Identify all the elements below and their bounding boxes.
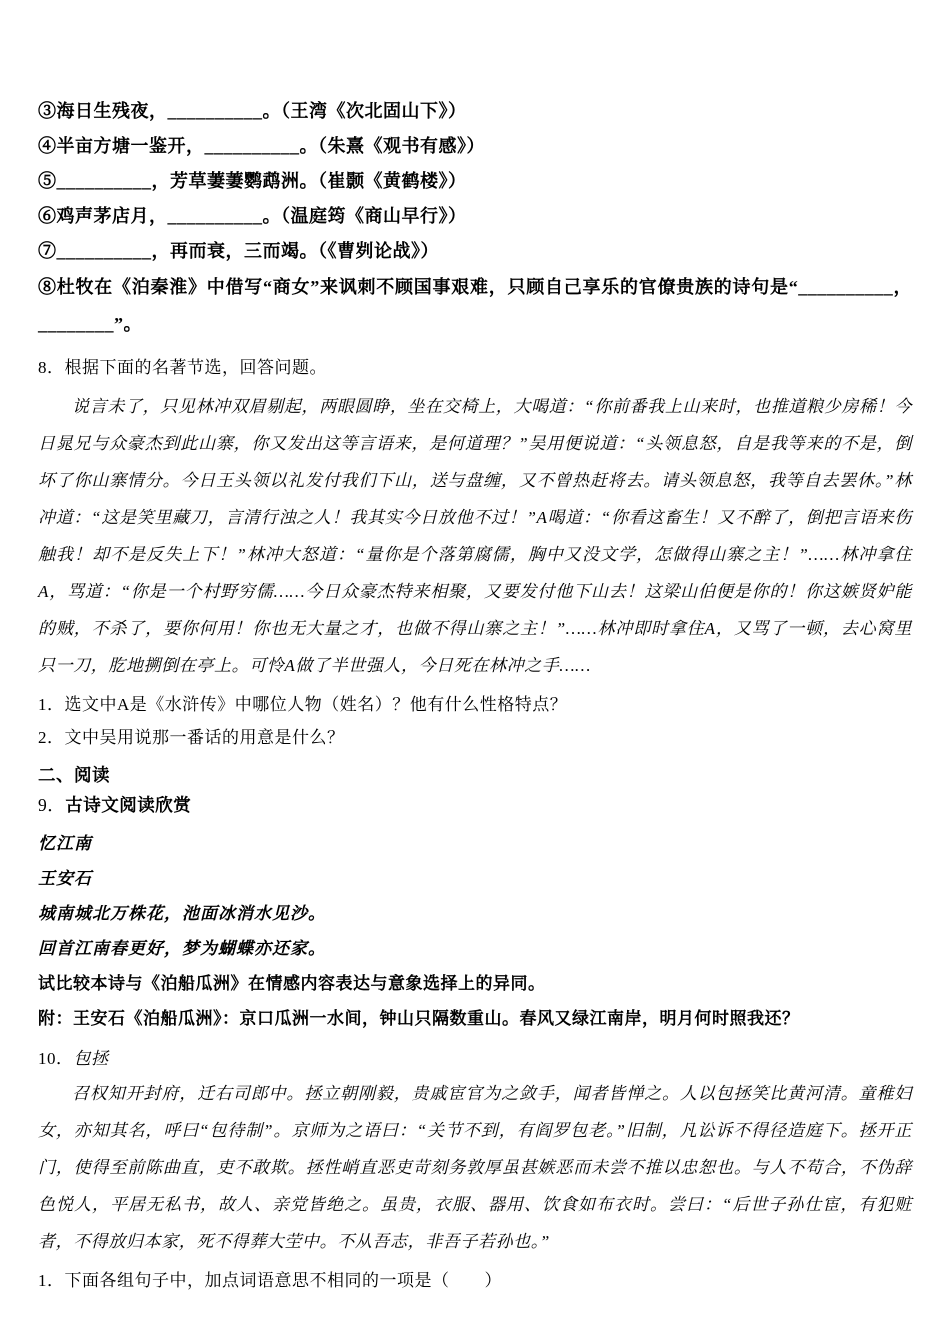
poem-line-1: 城南城北万株花，池面冰消水见沙。 [38,904,326,923]
poem-title: 忆江南 [38,834,92,853]
recitation-item-8: ⑧杜牧在《泊秦淮》中借写“商女”来讽刺不顾国事艰难，只顾自己享乐的官僚贵族的诗句是“__________，________”。 [38,277,912,334]
question-10-title: 包拯 [73,1049,109,1068]
recitation-item-5: ⑤__________，芳草萋萋鹦鹉洲。（崔颢《黄鹤楼》） [38,171,467,191]
section-2-title: 二、阅读 [38,765,110,785]
question-10-number: 10． [38,1049,74,1068]
question-10-heading [38,1042,912,1075]
question-9-appendix: 附：王安石《泊船瓜洲》：京口瓜洲一水间，钟山只隔数重山。春风又绿江南岸，明月何时照我还？ [38,1009,800,1028]
question-9-task: 试比较本诗与《泊船瓜洲》在情感内容表达与意象选择上的异同。 [38,974,546,993]
recitation-item-3: ③海日生残夜，__________。（王湾《次北固山下》） [38,101,467,121]
recitation-item-7: ⑦__________，再而衰，三而竭。（《曹刿论战》） [38,241,439,261]
question-8-sub-2: 2．文中吴用说那一番话的用意是什么？ [38,728,345,747]
question-9-heading [38,790,912,820]
prose-passage: 召权知开封府，迁右司郎中。拯立朝刚毅，贵戚宦官为之敛手，闻者皆惮之。人以包拯笑比黄河清。童稚妇女，亦知其名，呼曰“包待制”。京师为之语曰：“关节不到，有阎罗包老。”旧制，凡讼诉不得径造庭下。拯开正门，使得至前陈曲直，吏不敢欺。拯性峭直恶吏苛刻务敦厚虽甚嫉恶而未尝不推以忠恕也。与人不苟合，不伪辞色悦人，平居无私书，故人、亲党皆绝之。虽贵，衣服、器用、饮食如布衣时。尝曰：“后世子孙仕宦，有犯赃者，不得放归本家，死不得葬大茔中。不从吾志，非吾子若孙也。” [38,1084,912,1251]
poem-line-2: 回首江南春更好，梦为蝴蝶亦还家。 [38,939,326,958]
question-8-prompt: 8．根据下面的名著节选，回答问题。 [38,358,327,377]
question-9-number: 9． [38,795,66,815]
recitation-item-4: ④半亩方塘一鉴开，__________。（朱熹《观书有感》） [38,136,485,156]
novel-excerpt: 说言未了，只见林冲双眉剔起，两眼圆睁，坐在交椅上，大喝道：“你前番我上山来时，也推道粮少房稀！今日晁兄与众豪杰到此山寨，你又发出这等言语来，是何道理？”吴用便说道：“头领息怒，自是我等来的不是，倒坏了你山寨情分。今日王头领以礼发付我们下山，送与盘缠，又不曾热赶将去。请头领息怒，我等自去罢休。”林冲道：“这是笑里藏刀，言清行浊之人！我其实今日放他不过！”A喝道：“你看这畜生！又不醉了，倒把言语来伤触我！却不是反失上下！”林冲大怒道：“量你是个落第腐儒，胸中又没文学，怎做得山寨之主！”……林冲拿住A，骂道：“你是一个村野穷儒……今日众豪杰特来相聚，又要发付他下山去！这梁山伯便是你的！你这嫉贤妒能的贼，不杀了，要你何用！你也无大量之才，也做不得山寨之主！”……林冲即时拿住A，又骂了一顿，去心窝里只一刀，肐地搠倒在亭上。可怜A做了半世强人，今日死在林冲之手…… [38,397,912,675]
question-8-sub-1: 1．选文中A是《水浒传》中哪位人物（姓名）？他有什么性格特点？ [38,695,568,714]
recitation-item-6: ⑥鸡声茅店月，__________。（温庭筠《商山早行》） [38,206,467,226]
poem-block [38,826,912,966]
poem-author: 王安石 [38,869,92,888]
question-10-sub-1: 1．下面各组句子中，加点词语意思不相同的一项是（ ） [38,1271,502,1290]
question-9-title: 古诗文阅读欣赏 [65,795,192,815]
